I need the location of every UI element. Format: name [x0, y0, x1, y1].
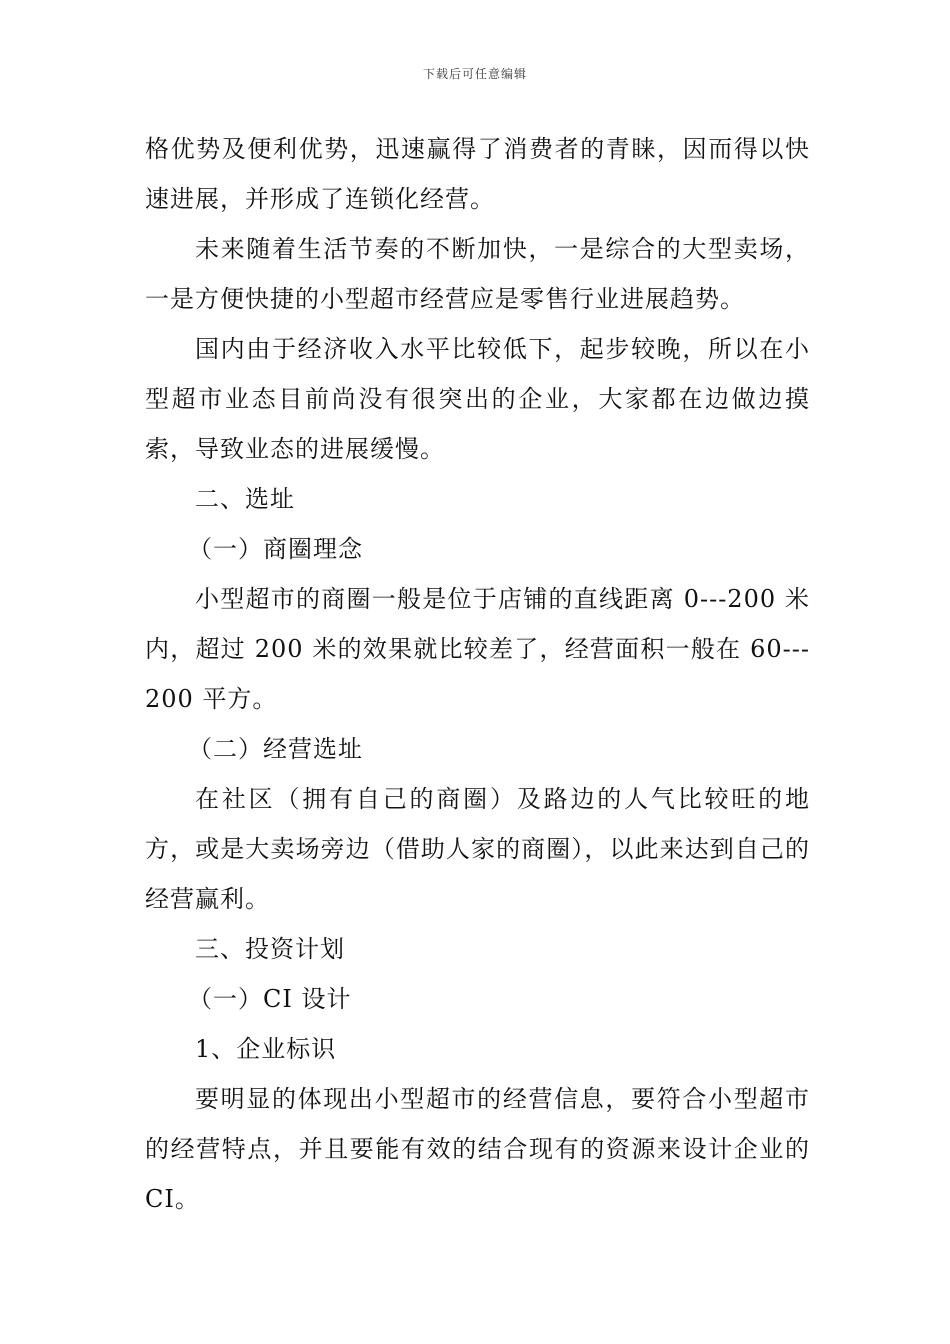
paragraph-corporate-logo: 要明显的体现出小型超市的经营信息，要符合小型超市的经营特点，并且要能有效的结合现有的资源来设计企业的 CI。 — [145, 1085, 810, 1213]
heading-site-selection: 二、选址 — [195, 485, 295, 513]
paragraph-future-trend: 未来随着生活节奏的不断加快，一是综合的大型卖场，一是方便快捷的小型超市经营应是零售行业进展趋势。 — [145, 235, 810, 313]
subheading-ci-design: （一）CI 设计 — [188, 985, 352, 1013]
subheading-trade-area: （一）商圈理念 — [188, 535, 363, 563]
paragraph-domestic-status: 国内由于经济收入水平比较低下，起步较晚，所以在小型超市业态目前尚没有很突出的企业，大家都在边做边摸索，导致业态的进展缓慢。 — [145, 335, 810, 463]
paragraph-trade-area: 小型超市的商圈一般是位于店铺的直线距离 0---200 米内，超过 200 米的效果就比较差了，经营面积一般在 60---200 平方。 — [145, 585, 810, 713]
subheading-corporate-logo: 1、企业标识 — [195, 1035, 337, 1063]
document-body — [145, 124, 810, 1224]
page-header: 下载后可任意编辑 — [422, 67, 527, 81]
paragraph-business-location: 在社区（拥有自己的商圈）及路边的人气比较旺的地方，或是大卖场旁边（借助人家的商圈），以此来达到自己的经营赢利。 — [145, 785, 810, 913]
heading-investment-plan: 三、投资计划 — [195, 935, 345, 963]
paragraph-continuation: 格优势及便利优势，迅速赢得了消费者的青睐，因而得以快速进展，并形成了连锁化经营。 — [145, 135, 810, 213]
subheading-business-location: （二）经营选址 — [188, 735, 363, 763]
